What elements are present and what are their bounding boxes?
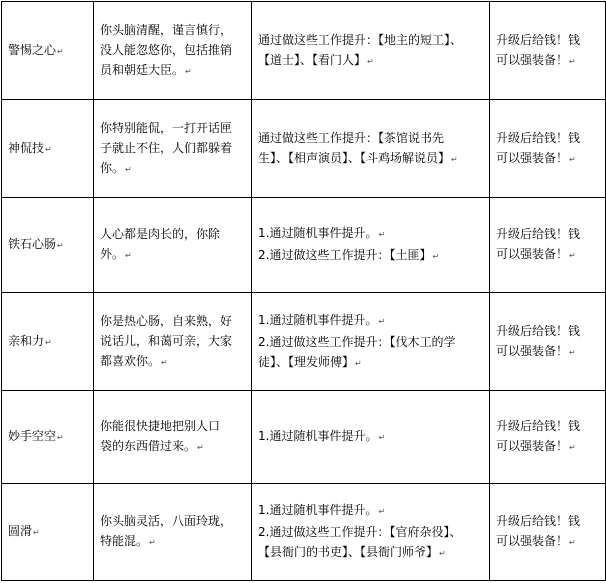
description-line: 袋的东西借过来。 (100, 439, 197, 453)
paragraph-mark: ↵ (569, 538, 576, 547)
skill-method-cell (252, 100, 490, 198)
skill-description-cell (94, 100, 252, 198)
effect-line: 升级后给钱！钱 (496, 514, 581, 528)
skill-name: 妙手空空 (8, 429, 57, 443)
method-line: 【县衙门的书吏】、【县衙门师爷】 (258, 545, 439, 559)
method-line (258, 310, 483, 332)
paragraph-mark: ↵ (149, 538, 156, 547)
effect-line: 可以强装备！ (496, 534, 569, 548)
method-line: 徒】、【理发师傅】 (258, 354, 355, 369)
description-line: 你特别能侃，一打开话匣 (100, 120, 233, 135)
paragraph-mark: ↵ (378, 433, 386, 442)
skill-method-cell (252, 2, 490, 100)
method-line-text: 1.通过随机事件提升。 (258, 503, 378, 517)
paragraph-mark: ↵ (569, 443, 576, 452)
description-line: 你头脑灵活，八面玲珑， (100, 514, 233, 528)
table-row (2, 391, 606, 484)
paragraph-mark: ↵ (378, 507, 386, 516)
skill-name-cell (2, 293, 94, 391)
effect-line: 升级后给钱！钱 (496, 323, 581, 338)
paragraph-mark: ↵ (569, 56, 576, 66)
skill-description-cell (94, 391, 252, 484)
skill-effect-cell (490, 2, 606, 100)
description-line: 子就止不住，人们都躲着 (100, 140, 233, 155)
skill-name-cell (2, 484, 94, 581)
description-line: 没人能忽悠你，包括推销 (100, 42, 233, 57)
effect-line: 可以强装备！ (496, 52, 569, 67)
skill-effect-cell (490, 484, 606, 581)
skill-description-cell (94, 2, 252, 100)
skill-name-cell (2, 2, 94, 100)
skill-method-cell (252, 391, 490, 484)
method-line: 生】、【相声演员】、【斗鸡场解说员】 (258, 150, 451, 165)
skill-effect-cell (490, 198, 606, 293)
skill-name: 亲和力 (8, 333, 45, 348)
skill-name: 警惕之心 (8, 42, 57, 57)
description-line: 外。 (100, 247, 125, 261)
description-line: 员和朝廷大臣。 (100, 62, 185, 77)
skill-name: 铁石心肠 (8, 237, 57, 251)
paragraph-mark: ↵ (57, 433, 64, 442)
paragraph-mark: ↵ (45, 144, 52, 154)
paragraph-mark: ↵ (569, 251, 576, 260)
description-line: 说话儿，和蔼可亲，大家 (100, 333, 233, 348)
method-line-text: 1.通过随机事件提升。 (258, 226, 378, 240)
paragraph-mark: ↵ (439, 549, 446, 558)
skill-name: 神侃技 (8, 140, 45, 155)
method-line: 【道士】、【看门人】 (258, 52, 367, 67)
paragraph-mark: ↵ (569, 154, 576, 164)
method-line: 通过做这些工作提升：【茶馆说书先 (258, 130, 445, 145)
table-row (2, 2, 606, 100)
description-line: 你能很快捷地把别人口 (100, 419, 221, 433)
method-line-text: 1.通过随机事件提升。 (258, 312, 378, 327)
paragraph-mark: ↵ (197, 443, 204, 452)
method-line: 2.通过做这些工作提升：【土匪】 (258, 248, 432, 262)
paragraph-mark: ↵ (569, 347, 576, 357)
skills-table (1, 1, 606, 581)
effect-line: 可以强装备！ (496, 343, 569, 358)
method-line (258, 223, 483, 245)
paragraph-mark: ↵ (367, 56, 374, 66)
skill-name-cell (2, 100, 94, 198)
description-line: 人心都是肉长的，你除 (100, 227, 221, 241)
paragraph-mark: ↵ (57, 241, 64, 250)
skill-description-cell (94, 293, 252, 391)
description-line: 特能混。 (100, 534, 149, 548)
effect-line: 可以强装备！ (496, 439, 569, 453)
description-line: 你是热心肠，自来熟，好 (100, 313, 233, 328)
method-line: 通过做这些工作提升：【地主的短工】、 (258, 32, 463, 47)
paragraph-mark: ↵ (125, 164, 132, 174)
effect-line: 升级后给钱！钱 (496, 227, 581, 241)
description-line: 你头脑清醒，谨言慎行， (100, 22, 233, 37)
skill-effect-cell (490, 293, 606, 391)
skill-description-cell (94, 484, 252, 581)
method-line: 1.通过随机事件提升。 (258, 429, 378, 443)
paragraph-mark: ↵ (378, 316, 386, 326)
effect-line: 升级后给钱！钱 (496, 32, 581, 47)
table-row (2, 198, 606, 293)
effect-line: 升级后给钱！钱 (496, 130, 581, 145)
skill-name-cell (2, 198, 94, 293)
effect-line: 可以强装备！ (496, 247, 569, 261)
skills-table-body (2, 2, 606, 581)
skill-method-cell (252, 293, 490, 391)
method-line (258, 500, 483, 522)
method-line: 2.通过做这些工作提升：【伐木工的学 (258, 334, 456, 349)
effect-line: 升级后给钱！钱 (496, 419, 581, 433)
skill-description-cell (94, 198, 252, 293)
paragraph-mark: ↵ (33, 528, 40, 537)
skill-method-cell (252, 484, 490, 581)
paragraph-mark: ↵ (161, 357, 168, 367)
paragraph-mark: ↵ (451, 154, 458, 164)
paragraph-mark: ↵ (125, 251, 132, 260)
description-line: 都喜欢你。 (100, 353, 161, 368)
method-line: 2.通过做这些工作提升：【官府杂役】、 (258, 525, 462, 539)
skill-name-cell (2, 391, 94, 484)
skill-method-cell (252, 198, 490, 293)
table-row (2, 293, 606, 391)
paragraph-mark: ↵ (185, 66, 192, 76)
paragraph-mark: ↵ (432, 252, 440, 261)
skill-name: 圆滑 (8, 524, 33, 538)
skill-effect-cell (490, 391, 606, 484)
paragraph-mark: ↵ (57, 46, 64, 56)
skill-effect-cell (490, 100, 606, 198)
paragraph-mark: ↵ (45, 337, 52, 347)
table-row (2, 100, 606, 198)
description-line: 你。 (100, 160, 125, 175)
effect-line: 可以强装备！ (496, 150, 569, 165)
paragraph-mark: ↵ (378, 230, 386, 239)
paragraph-mark: ↵ (355, 358, 362, 368)
table-row (2, 484, 606, 581)
